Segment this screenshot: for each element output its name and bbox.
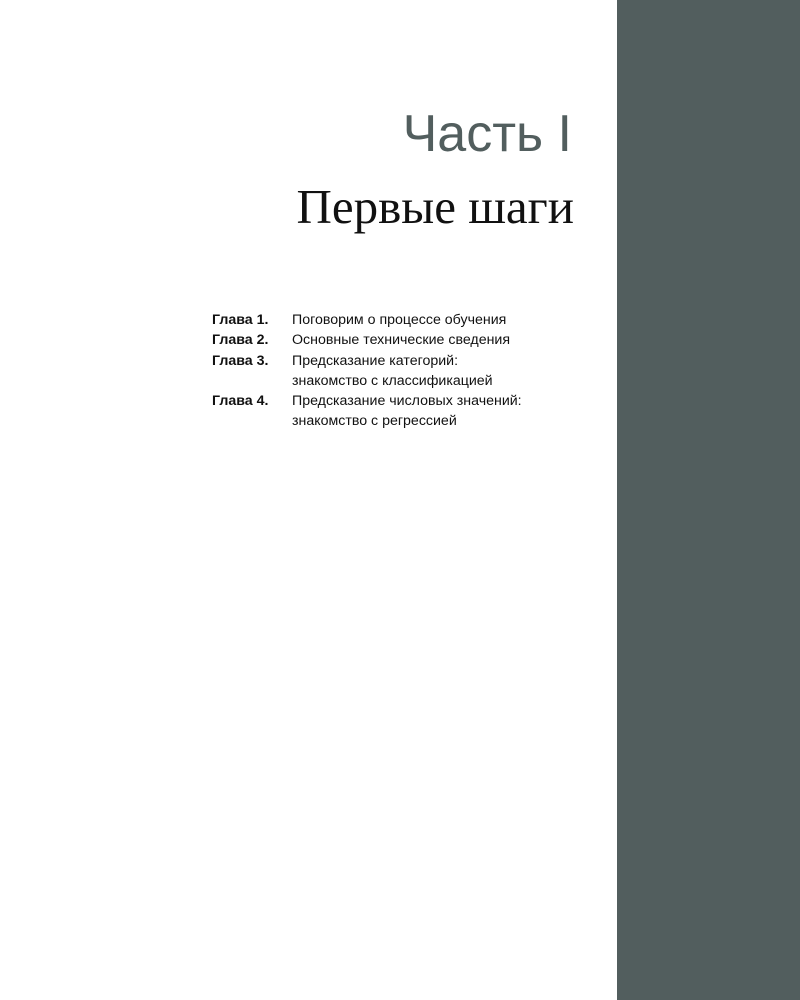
chapter-title — [292, 330, 510, 350]
chapter-title-line: Предсказание числовых значений: — [292, 393, 522, 410]
chapter-number: Глава 4. — [212, 393, 269, 410]
chapter-title-line: Предсказание категорий: — [292, 352, 459, 369]
chapter-entry — [212, 330, 522, 350]
chapter-title — [292, 310, 506, 330]
side-color-band — [617, 0, 800, 1000]
chapter-title — [292, 391, 522, 432]
chapter-title-line: знакомство с регрессией — [292, 413, 457, 430]
part-label: Часть I — [402, 105, 572, 163]
chapter-entry — [212, 351, 522, 392]
chapter-number: Глава 3. — [212, 352, 269, 369]
chapter-title — [292, 351, 493, 392]
chapter-entry — [212, 391, 522, 432]
chapter-list — [212, 310, 522, 432]
chapter-number: Глава 1. — [212, 312, 269, 328]
chapter-entry — [212, 310, 522, 330]
part-title: Первые шаги — [296, 179, 574, 234]
chapter-title-line: Поговорим о процессе обучения — [292, 312, 507, 328]
chapter-number: Глава 2. — [212, 332, 269, 349]
chapter-title-line: Основные технические сведения — [292, 332, 511, 349]
chapter-title-line: знакомство с классификацией — [292, 372, 493, 389]
